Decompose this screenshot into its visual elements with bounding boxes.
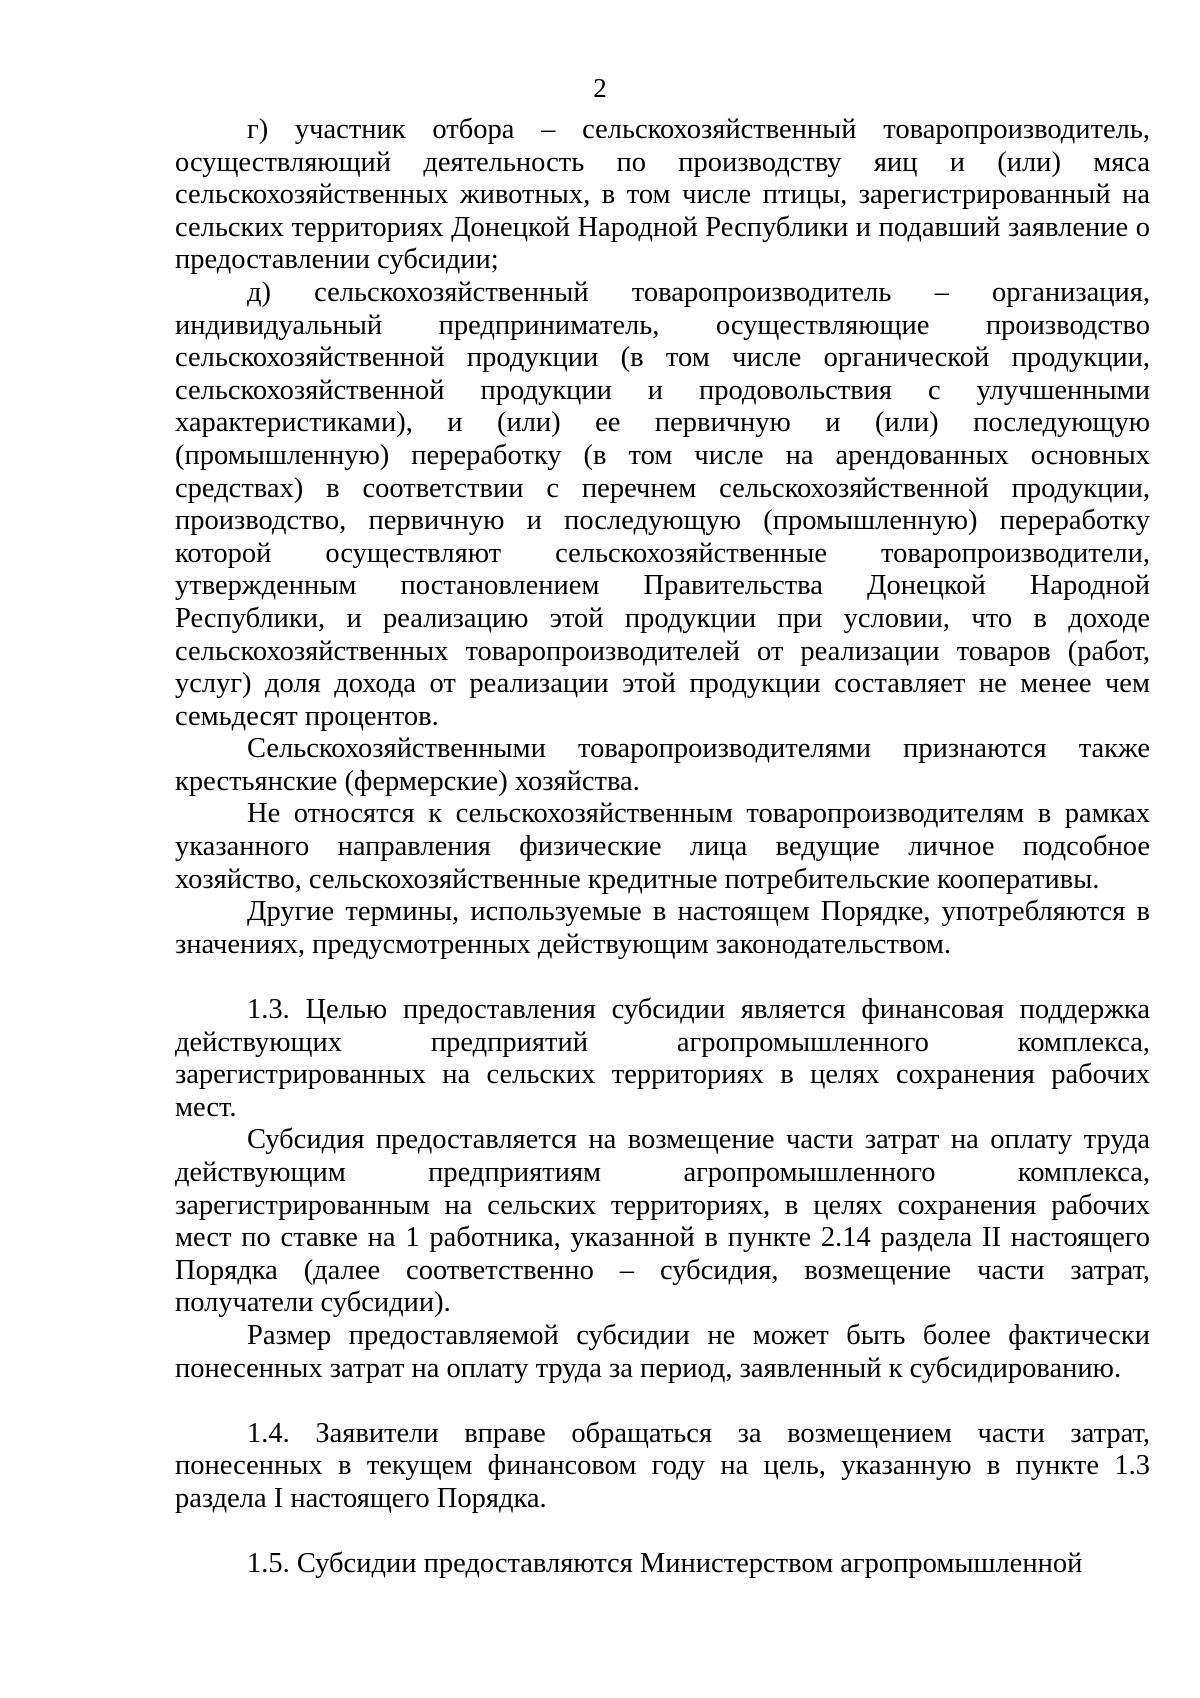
- paragraph-subsidy-purpose: Субсидия предоставляется на возмещение части затрат на оплату труда действующим предприятиям агропромышленного комплекса, зарегистрированным на сельских территориях, в целях сохранения рабочих мест по ставке на 1 работника, указанной в пункте 2.14 раздела II настоящего Порядка (далее соответственно – субсидия, возмещение части затрат, получатели субсидии).: [175, 1124, 1150, 1319]
- paragraph-definition-d: д) сельскохозяйственный товаропроизводитель – организация, индивидуальный предприниматель, осуществляющие производство сельскохозяйственной продукции (в том числе органической продукции, сельскохозяйственной продукции и продовольствия с улучшенными характеристиками), и (или) ее первичную и (или) последующую (промышленную) переработку (в том числе на арендованных основных средствах) в соответствии с перечнем сельскохозяйственной продукции, производство, первичную и последующую (промышленную) переработку которой осуществляют сельскохозяйственные товаропроизводители, утвержденным постановлением Правительства Донецкой Народной Республики, и реализацию этой продукции при условии, что в доходе сельскохозяйственных товаропроизводителей от реализации товаров (работ, услуг) доля дохода от реализации этой продукции составляет не менее чем семьдесят процентов.: [175, 276, 1150, 732]
- paragraph-spacer: [175, 1516, 1150, 1549]
- paragraph-other-terms: Другие термины, используемые в настоящем Порядке, употребляются в значениях, предусмотренных действующим законодательством.: [175, 896, 1150, 960]
- paragraph-section-1-3: 1.3. Целью предоставления субсидии является финансовая поддержка действующих предприятий агропромышленного комплекса, зарегистрированных на сельских территориях в целях сохранения рабочих мест.: [175, 994, 1150, 1123]
- paragraph-section-1-4: 1.4. Заявители вправе обращаться за возмещением части затрат, понесенных в текущем финансовом году на цель, указанную в пункте 1.3 раздела I настоящего Порядка.: [175, 1417, 1150, 1514]
- paragraph-farm-households: Сельскохозяйственными товаропроизводителями признаются также крестьянские (фермерские) хозяйства.: [175, 733, 1150, 797]
- paragraph-definition-g: г) участник отбора – сельскохозяйственный товаропроизводитель, осуществляющий деятельность по производству яиц и (или) мяса сельскохозяйственных животных, в том числе птицы, зарегистрированный на сельских территориях Донецкой Народной Республики и подавший заявление о предоставлении субсидии;: [175, 114, 1150, 276]
- document-body: [175, 114, 1150, 1581]
- paragraph-section-1-5: 1.5. Субсидии предоставляются Министерством агропромышленной: [247, 1548, 1083, 1580]
- paragraph-exclusions: Не относятся к сельскохозяйственным товаропроизводителям в рамках указанного направления физические лица ведущие личное подсобное хозяйство, сельскохозяйственные кредитные потребительские кооперативы.: [175, 798, 1150, 895]
- paragraph-subsidy-limit: Размер предоставляемой субсидии не может быть более фактически понесенных затрат на оплату труда за период, заявленный к субсидированию.: [175, 1319, 1150, 1384]
- paragraph-spacer: [175, 961, 1150, 994]
- paragraph-spacer: [175, 1385, 1150, 1418]
- page-number: 2: [593, 73, 607, 103]
